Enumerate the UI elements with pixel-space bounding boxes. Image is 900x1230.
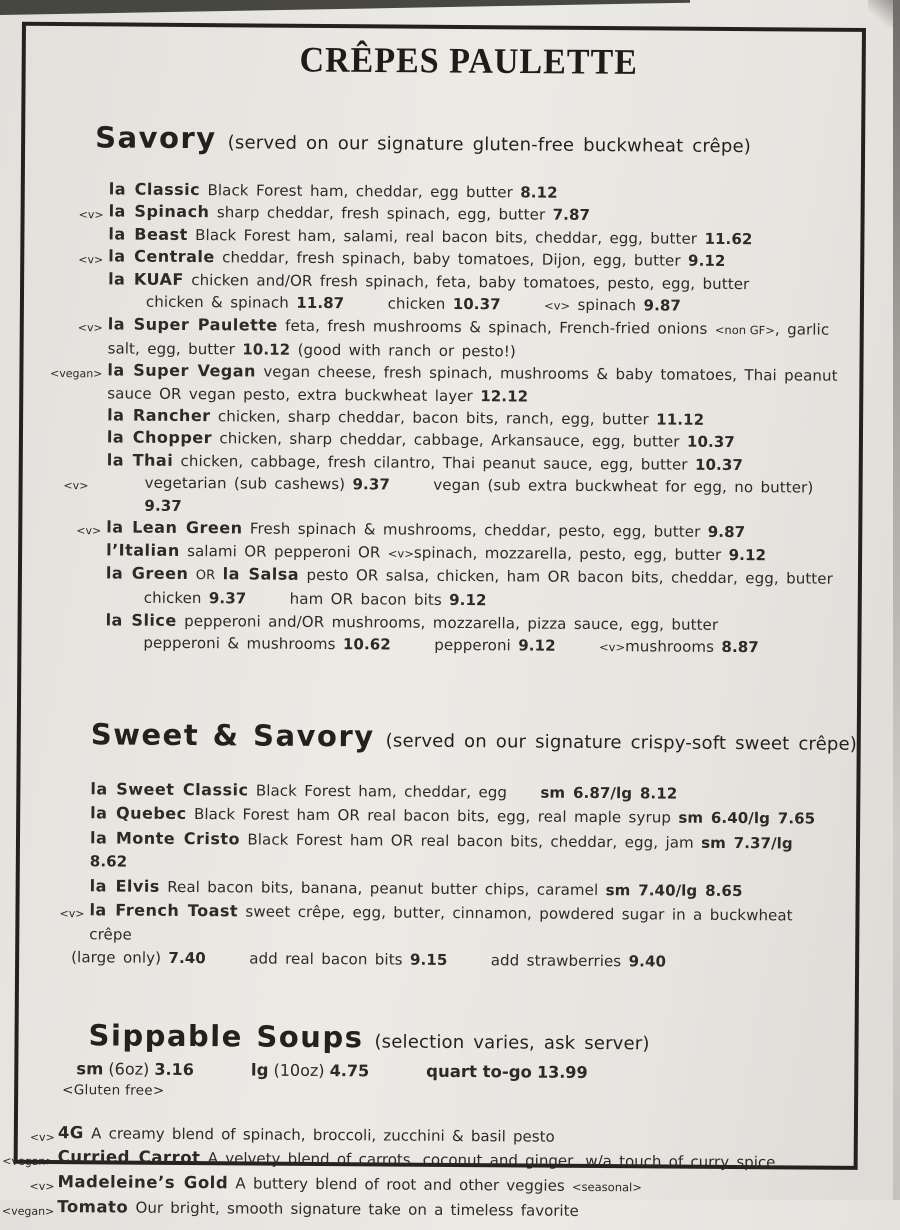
item-name: la KUAF [108, 269, 184, 289]
variant-label: add real bacon bits [249, 950, 403, 969]
item-variants [143, 632, 837, 660]
variant-label: chicken [388, 294, 446, 312]
variant [388, 294, 501, 313]
item-price: sm 7.40/lg 8.65 [606, 881, 743, 900]
diet-marker: <vegan> [2, 1150, 55, 1175]
diet-marker: <v> [544, 299, 570, 313]
item-desc: chicken, sharp cheddar, cabbage, Arkansauce, egg, butter [219, 430, 679, 451]
section-sweet-savory [89, 717, 837, 975]
soup-size [251, 1060, 369, 1080]
item-desc: Black Forest ham, cheddar, egg [256, 781, 507, 801]
item-variants [71, 946, 835, 975]
item-name: la Thai [107, 450, 174, 469]
menu-item [107, 360, 839, 410]
variant-price: 10.62 [343, 635, 391, 653]
item-name: la Green [106, 563, 189, 583]
soup-size [76, 1059, 194, 1079]
variant [143, 634, 391, 654]
diet-marker: <v> [78, 249, 103, 272]
item-desc: Black Forest ham, salami, real bacon bits, cheddar, egg, butter [195, 226, 697, 248]
section-subtitle: (served on our signature gluten-free buckwheat crêpe) [228, 132, 751, 157]
item-desc: Real bacon bits, banana, peanut butter chips, caramel [167, 877, 598, 898]
variant [71, 948, 206, 967]
variant-label: ham OR bacon bits [290, 590, 442, 609]
menu-page [14, 22, 866, 1170]
variant-label: pepperoni & mushrooms [143, 634, 335, 653]
soup-item [57, 1195, 833, 1225]
item-name: la Quebec [90, 803, 187, 823]
size-detail: (10oz) [273, 1060, 324, 1079]
menu-item [108, 314, 840, 365]
item-name: la Slice [106, 610, 177, 630]
section-name: Sweet & Savory [91, 717, 375, 753]
item-desc: sweet crêpe, egg, butter, cinnamon, powdered sugar in a buckwheat crêpe [89, 902, 793, 943]
item-name-conjunction: OR [196, 568, 216, 583]
variant-label: add strawberries [491, 951, 622, 970]
item-desc: vegan cheese, fresh spinach, mushrooms & baby tomatoes, Thai peanut sauce OR vegan pesto, extra buckwheat layer [107, 363, 838, 405]
diet-marker: <v> [30, 1125, 55, 1150]
section-heading [91, 717, 837, 756]
item-price: sm 7.37/lg 8.62 [90, 833, 793, 870]
item-desc: Black Forest ham, cheddar, egg butter [207, 181, 512, 201]
item-note: (good with ranch or pesto!) [298, 341, 516, 361]
soup-name: Curried Carrot [58, 1147, 201, 1167]
item-desc: cheddar, fresh spinach, baby tomatoes, Dijon, egg, butter [222, 248, 681, 269]
variant [491, 951, 666, 970]
item-desc: salami OR pepperoni OR [187, 542, 380, 561]
item-price: 10.12 [242, 340, 290, 358]
size-price: 13.99 [537, 1062, 588, 1081]
menu-item [90, 826, 836, 879]
size-label: lg [251, 1060, 269, 1079]
section-subtitle: (served on our signature crispy-soft sweet crêpe) [386, 730, 858, 754]
item-name: la Super Paulette [108, 315, 278, 335]
soup-name: 4G [58, 1123, 84, 1142]
variant-price: 11.87 [296, 294, 344, 312]
item-name: la Classic [109, 179, 201, 199]
item-desc: chicken, sharp cheddar, bacon bits, ranch, egg, butter [218, 407, 649, 428]
variant-label: chicken & spinach [146, 293, 289, 312]
size-price: 3.16 [154, 1059, 194, 1078]
non-gf-tag: <non GF> [715, 323, 775, 337]
item-price: 11.62 [704, 230, 752, 248]
variant-price: 10.37 [453, 295, 501, 313]
diet-marker: <v> [29, 1174, 54, 1199]
diet-marker: <vegan> [50, 363, 103, 386]
item-desc: Black Forest ham OR real bacon bits, egg, real maple syrup [194, 805, 671, 826]
variant-price: 7.40 [168, 949, 206, 967]
item-desc: pepperoni and/OR mushrooms, mozzarella, pizza sauce, egg, butter [184, 612, 718, 634]
section-savory [91, 120, 841, 660]
section-name: Sippable Soups [88, 1018, 363, 1054]
variant-price: 9.37 [352, 475, 390, 493]
section-subtitle: (selection varies, ask server) [374, 1031, 649, 1054]
diet-marker: <v> [79, 205, 104, 228]
savory-items [91, 178, 840, 660]
item-desc: spinach, mozzarella, pesto, egg, butter [414, 543, 722, 563]
item-price: 12.12 [480, 387, 528, 405]
gluten-free-note: <Gluten free> [62, 1081, 834, 1105]
soup-name: Tomato [57, 1197, 128, 1217]
variant [144, 589, 247, 608]
menu-item [89, 898, 835, 951]
menu-content [17, 26, 862, 1226]
variant [434, 636, 556, 655]
variant [544, 296, 681, 315]
variant-price: 8.87 [721, 638, 759, 656]
variant-label: vegan (sub extra buckwheat for egg, no butter) [433, 476, 813, 497]
variant-price: 9.15 [410, 951, 448, 969]
diet-marker: <v> [388, 546, 414, 560]
item-name: la Super Vegan [107, 361, 256, 381]
section-heading [88, 1018, 834, 1057]
size-detail: (6oz) [108, 1059, 149, 1078]
variant-label: mushrooms [625, 637, 714, 656]
item-desc: feta, fresh mushrooms & spinach, French-fried onions [285, 317, 707, 338]
item-price: 8.12 [520, 183, 558, 201]
item-desc: , garlic salt, egg, butter [108, 321, 830, 358]
item-name: la Rancher [107, 405, 211, 425]
diet-marker: <v> [78, 318, 103, 341]
item-name: la Centrale [108, 247, 215, 267]
soup-desc: A creamy blend of spinach, broccoli, zucchini & basil pesto [91, 1124, 555, 1145]
section-soups [87, 1018, 834, 1225]
item-name: la Sweet Classic [90, 779, 248, 799]
variant-price: 9.87 [643, 296, 681, 314]
variant [290, 590, 487, 609]
size-label: quart to-go [426, 1061, 532, 1081]
item-price: 9.12 [688, 252, 726, 270]
item-desc: Black Forest ham OR real bacon bits, cheddar, egg, jam [247, 830, 693, 851]
variant [146, 293, 344, 312]
item-price: sm 6.87/lg 8.12 [540, 783, 677, 802]
item-name: la Elvis [90, 876, 160, 896]
section-name: Savory [95, 120, 217, 155]
item-price: 11.12 [656, 411, 704, 429]
photo-edge-right [893, 0, 900, 1200]
variant-label: chicken [144, 589, 202, 607]
variant-label: pepperoni [434, 636, 511, 655]
soup-size [426, 1061, 588, 1081]
diet-marker: <v> [599, 640, 625, 654]
item-name: la Lean Green [106, 518, 242, 538]
item-price: sm 6.40/lg 7.65 [678, 809, 815, 828]
item-desc: chicken, cabbage, fresh cilantro, Thai peanut sauce, egg, butter [181, 452, 688, 474]
item-name: la Beast [108, 224, 188, 244]
size-price: 4.75 [330, 1061, 370, 1080]
item-desc: chicken and/OR fresh spinach, feta, baby tomatoes, pesto, egg, butter [191, 271, 749, 293]
variant-price: 9.40 [629, 952, 667, 970]
item-name: la French Toast [89, 900, 238, 920]
item-desc: pesto OR salsa, chicken, ham OR bacon bits, cheddar, egg, butter [306, 566, 833, 588]
item-price: 9.12 [729, 545, 767, 563]
item-variants [144, 472, 838, 522]
variant [599, 637, 759, 656]
seasonal-tag: <seasonal> [572, 1179, 642, 1194]
item-name: la Monte Cristo [90, 828, 240, 848]
item-price: 10.37 [687, 433, 735, 451]
item-name: l’Italian [106, 540, 180, 560]
variant-label: (large only) [71, 948, 161, 967]
item-price: 7.87 [553, 206, 591, 224]
diet-marker: <v> [59, 902, 84, 926]
item-price: 9.87 [708, 523, 746, 541]
variant-price: 9.37 [144, 496, 182, 514]
item-price: 10.37 [695, 456, 743, 474]
soup-desc: Our bright, smooth signature take on a timeless favorite [135, 1199, 578, 1220]
item-name: la Spinach [109, 202, 210, 222]
item-name-alt: la Salsa [223, 564, 300, 584]
variant-label: vegetarian (sub cashews) [145, 474, 346, 493]
soup-desc: A velvety blend of carrots, coconut and ginger, w/a touch of curry spice [208, 1149, 776, 1171]
variant [145, 474, 390, 494]
menu-title: CRÊPES PAULETTE [96, 39, 842, 85]
photo-edge-top [0, 0, 690, 15]
variant-label: spinach [577, 296, 636, 314]
item-name: la Chopper [107, 428, 212, 448]
variant [249, 950, 447, 969]
sweet-items [89, 777, 836, 975]
diet-marker: <v> [63, 475, 88, 498]
variant-price: 9.12 [518, 637, 556, 655]
variant-price: 9.37 [209, 589, 247, 607]
diet-marker: <vegan> [2, 1200, 55, 1225]
variant-price: 9.12 [449, 591, 487, 609]
soup-list [87, 1121, 834, 1225]
section-heading [95, 120, 841, 159]
item-desc: sharp cheddar, fresh spinach, egg, butter [217, 204, 546, 224]
diet-marker: <v> [76, 520, 101, 543]
soup-desc: A buttery blend of root and other veggies [235, 1174, 564, 1194]
size-label: sm [76, 1059, 103, 1078]
soup-name: Madeleine’s Gold [57, 1172, 228, 1192]
item-desc: Fresh spinach & mushrooms, cheddar, pesto, egg, butter [250, 520, 701, 541]
